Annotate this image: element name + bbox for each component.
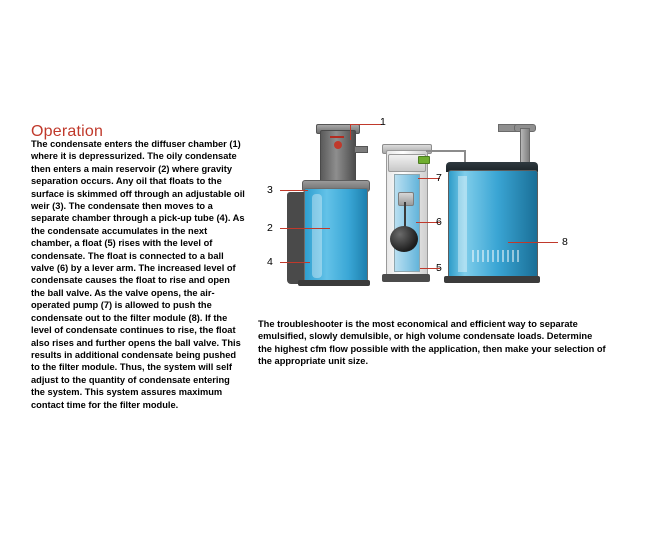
callout-4: 4	[267, 256, 273, 268]
leader-line-3	[280, 190, 308, 191]
operation-body-text: The condensate enters the diffuser chamber (1) where it is depressurized. The oily condensate then enters a main reservoir (2) where gravity separation occurs. Any oil that floats to the surface is skimmed off through an adjustable oil weir (3). The condensate then moves to a separate chamber through a pick-up tube (4). As the condensate accumulates in the next chamber, a float (5) rises with the level of condensate. The float is connected to a ball valve (6) by a lever arm. The increased level of condensate causes the float to rise and open the ball valve. As the valve opens, the air-operated pump (7) is allowed to push the condensate out to the filter module (8). If the level of condensate continues to rise, the float also rises and further opens the ball valve. This results in additional condensate being pushed to the filter module. Thus, the system will self adjust to the quantity of condensate entering the system. This system assures maximum contact time for the filter module.	[31, 139, 245, 410]
oil-water-separator-diagram	[258, 110, 638, 305]
diffuser-port	[334, 141, 342, 149]
filter-highlight	[458, 176, 467, 272]
diffuser-inlet	[354, 146, 368, 153]
reservoir-base	[298, 280, 370, 286]
callout-6: 6	[436, 216, 442, 228]
pump-module-base	[382, 274, 430, 282]
callout-8: 8	[562, 236, 568, 248]
pump-fitting	[418, 156, 430, 164]
figure-caption-text: The troubleshooter is the most economical and efficient way to separate emulsified, slowly demulsible, or high volume condensate loads. Determine the highest cfm flow possible with the application, then make your selection of the appropriate unit size.	[258, 319, 606, 367]
filter-vent-stack	[520, 128, 530, 166]
leader-line-2	[280, 228, 330, 229]
discharge-tube-horizontal	[426, 150, 466, 152]
float	[390, 226, 418, 252]
callout-2: 2	[267, 222, 273, 234]
leader-line-8	[508, 242, 558, 243]
leader-line-4	[280, 262, 310, 263]
pump-module-window	[394, 174, 420, 272]
leader-line-1-drop	[350, 124, 351, 140]
callout-5: 5	[436, 262, 442, 274]
callout-1: 1	[380, 116, 386, 128]
diffuser-marking	[330, 136, 344, 138]
callout-3: 3	[267, 184, 273, 196]
ball-valve	[398, 192, 414, 206]
page-title: Operation	[31, 122, 104, 140]
callout-7: 7	[436, 172, 442, 184]
leader-line-1	[350, 124, 382, 125]
reservoir-highlight	[312, 194, 322, 278]
filter-module-base	[444, 276, 540, 283]
filter-label-ribs	[472, 250, 522, 262]
